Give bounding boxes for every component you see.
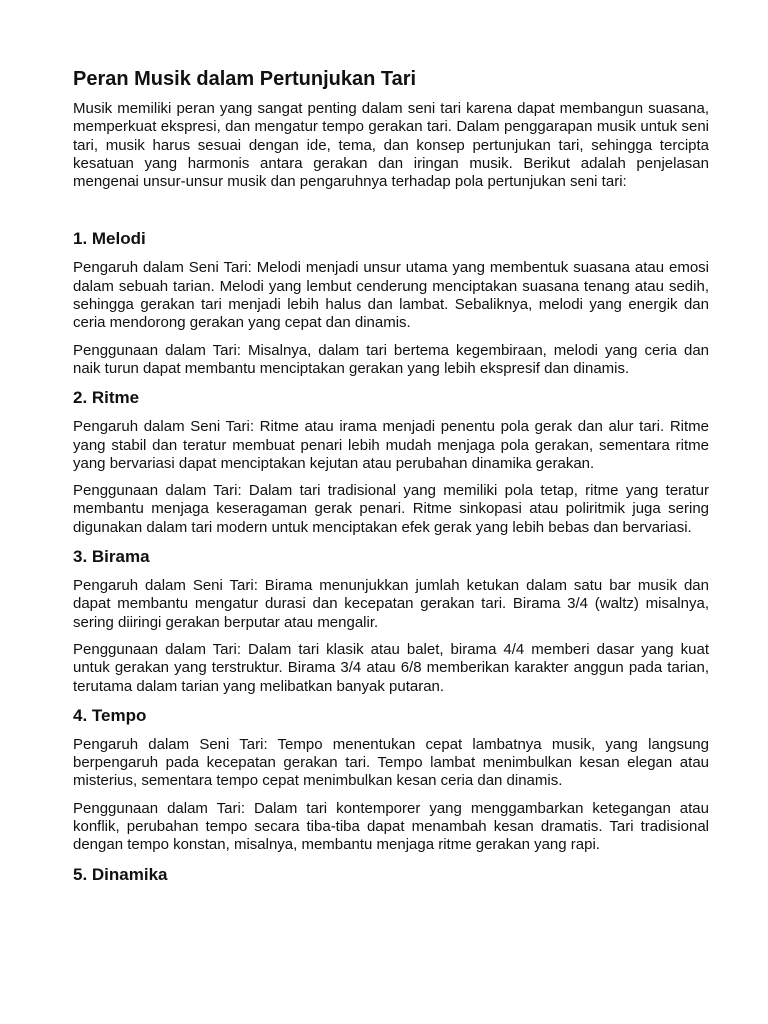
- section-heading: 3. Birama: [73, 547, 150, 567]
- penggunaan-paragraph: Penggunaan dalam Tari: Dalam tari klasik atau balet, birama 4/4 memberi dasar yang kuat untuk gerakan yang terstruktur. Birama 3/4 atau 6/8 memberikan karakter anggun pada tarian, terutama dalam tarian yang melibatkan banyak putaran.: [73, 640, 709, 695]
- section-heading: 2. Ritme: [73, 388, 140, 408]
- document-title: Peran Musik dalam Pertunjukan Tari: [73, 68, 417, 90]
- pengaruh-paragraph: Pengaruh dalam Seni Tari: Tempo menentukan cepat lambatnya musik, yang langsung berpengaruh pada kecepatan gerakan tari. Tempo lambat menimbulkan kesan elegan atau misterius, sementara tempo cepat menimbulkan kesan ceria dan dinamis.: [73, 735, 709, 790]
- penggunaan-paragraph: Penggunaan dalam Tari: Dalam tari tradisional yang memiliki pola tetap, ritme yang teratur membantu menjaga keseragaman gerak penari. Ritme sinkopasi atau poliritmik juga sering digunakan dalam tari modern untuk menciptakan efek gerak yang lebih bebas dan bervariasi.: [73, 482, 709, 536]
- section-heading: 1. Melodi: [73, 229, 146, 249]
- section-heading: 4. Tempo: [73, 705, 147, 725]
- penggunaan-paragraph: Penggunaan dalam Tari: Dalam tari kontemporer yang menggambarkan ketegangan atau konflik, perubahan tempo secara tiba-tiba dapat menambah kesan dramatis. Tari tradisional dengan tempo konstan, misalnya, membantu menjaga ritme gerakan yang rapi.: [73, 799, 709, 854]
- section-dinamika: [73, 864, 709, 886]
- section-birama: [73, 546, 709, 696]
- pengaruh-paragraph: Pengaruh dalam Seni Tari: Melodi menjadi unsur utama yang membentuk suasana atau emosi dalam sebuah tarian. Melodi yang lembut cenderung menciptakan suasana tenang atau sedih, sehingga gerakan tari menjadi lebih halus dan lambat. Sebaliknya, melodi yang energik dan ceria mendorong gerakan yang cepat dan dinamis.: [73, 259, 709, 332]
- section-tempo: [73, 705, 709, 855]
- section-melodi: [73, 228, 709, 378]
- penggunaan-paragraph: Penggunaan dalam Tari: Misalnya, dalam tari bertema kegembiraan, melodi yang ceria dan naik turun dapat membantu menciptakan gerakan yang lebih ekspresif dan dinamis.: [73, 341, 709, 377]
- section-heading: 5. Dinamika: [73, 864, 168, 884]
- section-ritme: [73, 387, 709, 537]
- pengaruh-paragraph: Pengaruh dalam Seni Tari: Birama menunjukkan jumlah ketukan dalam satu bar musik dan dapat membantu mengatur durasi dan kecepatan gerakan tari. Birama 3/4 (waltz) misalnya, sering diiringi gerakan berputar atau mengalir.: [73, 577, 709, 631]
- pengaruh-paragraph: Pengaruh dalam Seni Tari: Ritme atau irama menjadi penentu pola gerak dan alur tari. Ritme yang stabil dan teratur membuat penari lebih mudah menjaga pola gerakan, sementara ritme yang bervariasi dapat menciptakan kejutan atau perubahan dinamika gerakan.: [73, 418, 709, 472]
- intro-paragraph: Musik memiliki peran yang sangat penting dalam seni tari karena dapat membangun suasana, memperkuat ekspresi, dan mengatur tempo gerakan tari. Dalam penggarapan musik untuk seni tari, musik harus sesuai dengan ide, tema, dan konsep pertunjukan tari, sehingga tercipta kesatuan yang harmonis antara gerakan dan iringan musik. Berikut adalah penjelasan mengenai unsur-unsur musik dan pengaruhnya terhadap pola pertunjukan seni tari:: [73, 100, 709, 191]
